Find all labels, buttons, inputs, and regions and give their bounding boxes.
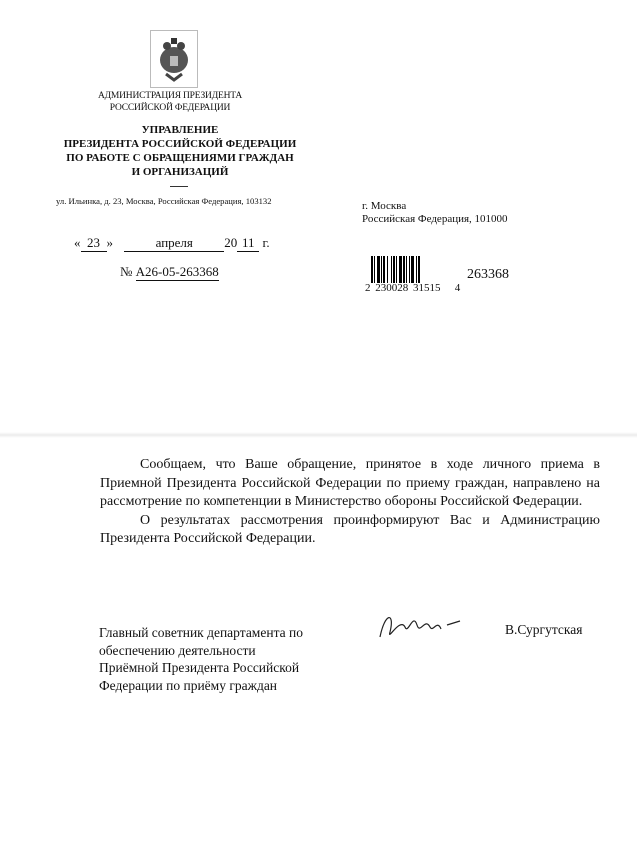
quote-open: «: [74, 235, 81, 250]
barcode-digits: 2 230028 31515 4: [365, 282, 461, 294]
date-year-prefix: 20: [224, 235, 238, 250]
body-paragraph: Сообщаем, что Ваше обращение, принятое в ходе личного приема в Приемной Президента Российской Федерации по приему граждан, направлено на рассмотрение по компетенции в Министерство обороны Российской Федерации.: [100, 457, 600, 509]
dept-line: ПО РАБОТЕ С ОБРАЩЕНИЯМИ ГРАЖДАН: [66, 152, 294, 164]
page-fold: [0, 432, 637, 438]
quote-close: »: [106, 235, 113, 250]
date-suffix: г.: [262, 235, 270, 250]
position-line: Федерации по приёму граждан: [99, 677, 278, 693]
position-line: обеспечению деятельности: [99, 642, 256, 658]
administration-name: [80, 90, 260, 114]
reference-number: [120, 264, 219, 281]
coat-of-arms-emblem: [150, 30, 198, 88]
date-month: апреля: [124, 235, 224, 252]
recipient-city: г. Москва: [362, 200, 407, 212]
barcode: [371, 256, 453, 283]
recipient-country-zip: Российская Федерация, 101000: [362, 213, 508, 225]
body-paragraph: О результатах рассмотрения проинформируют Вас и Администрацию Президента Российской Федерации.: [100, 512, 600, 546]
date-day: 23: [81, 235, 107, 252]
barcode-number: 263368: [467, 267, 509, 282]
handwritten-signature: [375, 607, 465, 652]
position-line: Приёмной Президента Российской: [99, 660, 300, 675]
sender-address: ул. Ильинка, д. 23, Москва, Российская Федерация, 103132: [56, 196, 272, 206]
reference-value: А26-05-263368: [135, 264, 219, 279]
letter-date: [74, 235, 270, 252]
signatory-position: [99, 624, 303, 694]
barcode-bar: [420, 256, 421, 283]
recipient-address: [362, 200, 508, 226]
number-sign: №: [120, 264, 133, 279]
admin-line-1: АДМИНИСТРАЦИЯ ПРЕЗИДЕНТА: [97, 91, 243, 101]
admin-line-2: РОССИЙСКОЙ ФЕДЕРАЦИИ: [109, 103, 231, 113]
signatory-name: В.Сургутская: [505, 622, 583, 637]
position-line: Главный советник департамента по: [99, 625, 303, 640]
divider: [170, 186, 188, 187]
dept-line: И ОРГАНИЗАЦИЙ: [131, 166, 229, 178]
dept-line: УПРАВЛЕНИЕ: [141, 124, 219, 136]
double-headed-eagle-icon: [156, 36, 192, 82]
department-name: [40, 123, 320, 179]
letter-body: [100, 456, 600, 549]
dept-line: ПРЕЗИДЕНТА РОССИЙСКОЙ ФЕДЕРАЦИИ: [63, 138, 297, 150]
date-year-suffix: 11: [237, 235, 259, 252]
